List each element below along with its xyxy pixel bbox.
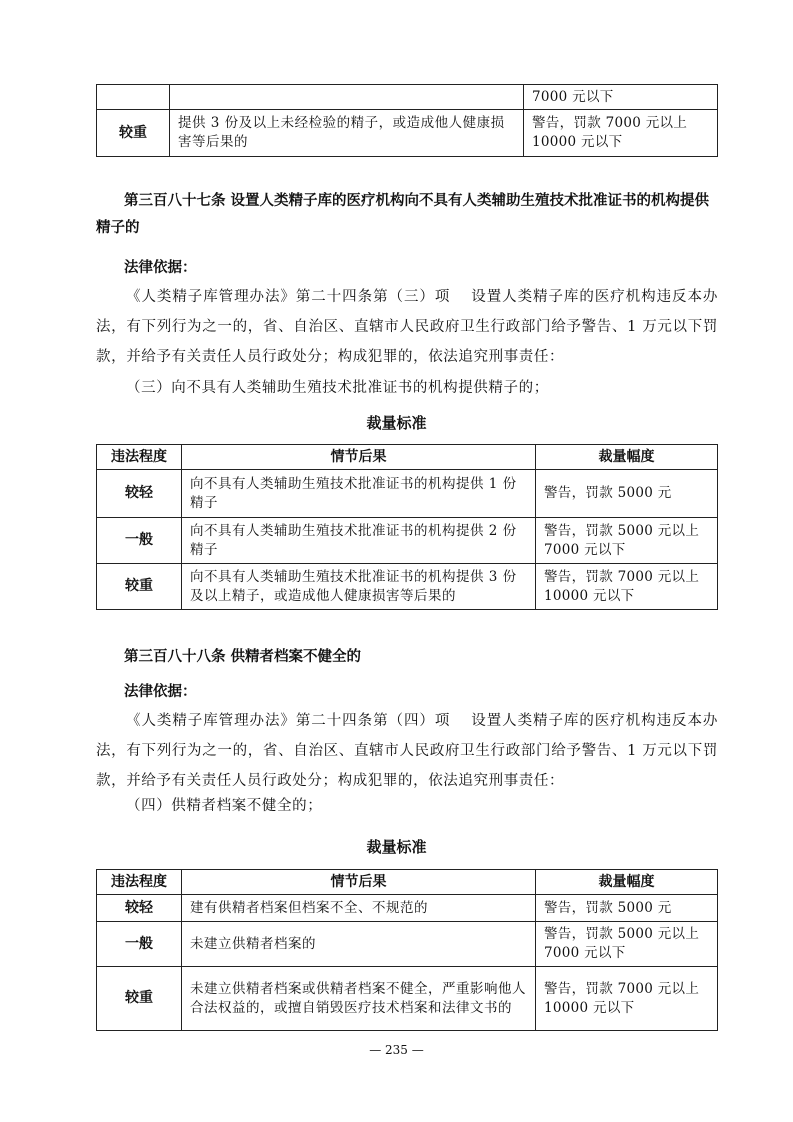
table-row xyxy=(97,922,718,967)
table-row xyxy=(97,470,718,518)
top-continuation-table xyxy=(96,84,718,157)
header-circumstance: 情节后果 xyxy=(182,445,536,470)
circumstance-cell: 未建立供精者档案的 xyxy=(182,922,536,967)
table-row xyxy=(97,967,718,1031)
table-header-row xyxy=(97,445,718,470)
table-row xyxy=(97,518,718,564)
penalty-cell: 警告，罚款 7000 元以上 10000 元以下 xyxy=(524,110,718,157)
article-388-basis-label: 法律依据： xyxy=(124,684,197,700)
table-header-row xyxy=(97,870,718,895)
header-severity: 违法程度 xyxy=(97,870,182,895)
table-row xyxy=(97,564,718,610)
circumstance-cell: 向不具有人类辅助生殖技术批准证书的机构提供 1 份精子 xyxy=(182,470,536,518)
article-388-table-caption: 裁量标准 xyxy=(366,838,427,856)
penalty-cell: 警告，罚款 7000 元以上 10000 元以下 xyxy=(536,564,718,610)
article-388-title: 第三百八十八条 供精者档案不健全的 xyxy=(124,649,362,665)
severity-cell: 一般 xyxy=(97,518,182,564)
penalty-cell: 警告，罚款 5000 元以上 7000 元以下 xyxy=(536,922,718,967)
severity-cell: 较轻 xyxy=(97,895,182,922)
circumstance-cell xyxy=(170,85,524,110)
article-388-basis-text: 《人类精子库管理办法》第二十四条第（四）项 设置人类精子库的医疗机构违反本办法，有下列行为之一的，省、自治区、直辖市人民政府卫生行政部门给予警告、1 万元以下罚款，并给予有关责任人员行政处分；构成犯罪的，依法追究刑事责任： xyxy=(96,713,718,789)
header-penalty: 裁量幅度 xyxy=(536,870,718,895)
penalty-cell: 警告，罚款 5000 元 xyxy=(536,470,718,518)
article-387-basis-label: 法律依据： xyxy=(124,260,197,276)
table-row xyxy=(97,85,718,110)
severity-cell: 较重 xyxy=(97,564,182,610)
table-row xyxy=(97,110,718,157)
article-387-item: （三）向不具有人类辅助生殖技术批准证书的机构提供精子的； xyxy=(126,380,549,396)
article-387-title: 第三百八十七条 设置人类精子库的医疗机构向不具有人类辅助生殖技术批准证书的机构提供精子的 xyxy=(96,193,710,236)
article-387-table-caption: 裁量标准 xyxy=(366,414,427,432)
article-387-discretion-table xyxy=(96,444,718,610)
severity-cell: 较轻 xyxy=(97,470,182,518)
header-circumstance: 情节后果 xyxy=(182,870,536,895)
circumstance-cell: 建有供精者档案但档案不全、不规范的 xyxy=(182,895,536,922)
penalty-cell: 警告，罚款 7000 元以上 10000 元以下 xyxy=(536,967,718,1031)
table-row xyxy=(97,895,718,922)
circumstance-cell: 向不具有人类辅助生殖技术批准证书的机构提供 2 份精子 xyxy=(182,518,536,564)
severity-cell: 较重 xyxy=(97,967,182,1031)
circumstance-cell: 向不具有人类辅助生殖技术批准证书的机构提供 3 份及以上精子，或造成他人健康损害等后果的 xyxy=(182,564,536,610)
penalty-cell: 警告，罚款 5000 元以上 7000 元以下 xyxy=(536,518,718,564)
circumstance-cell: 未建立供精者档案或供精者档案不健全，严重影响他人合法权益的，或擅自销毁医疗技术档案和法律文书的 xyxy=(182,967,536,1031)
severity-cell xyxy=(97,85,170,110)
penalty-cell: 7000 元以下 xyxy=(524,85,718,110)
severity-cell: 一般 xyxy=(97,922,182,967)
penalty-cell: 警告，罚款 5000 元 xyxy=(536,895,718,922)
page-number: — 235 — xyxy=(369,1043,424,1057)
article-388-discretion-table xyxy=(96,869,718,1031)
header-penalty: 裁量幅度 xyxy=(536,445,718,470)
article-388-item: （四）供精者档案不健全的； xyxy=(126,798,323,814)
article-387-basis-text: 《人类精子库管理办法》第二十四条第（三）项 设置人类精子库的医疗机构违反本办法，有下列行为之一的，省、自治区、直辖市人民政府卫生行政部门给予警告、1 万元以下罚款，并给予有关责任人员行政处分；构成犯罪的，依法追究刑事责任： xyxy=(96,289,718,365)
circumstance-cell: 提供 3 份及以上未经检验的精子，或造成他人健康损害等后果的 xyxy=(170,110,524,157)
header-severity: 违法程度 xyxy=(97,445,182,470)
severity-cell: 较重 xyxy=(97,110,170,157)
